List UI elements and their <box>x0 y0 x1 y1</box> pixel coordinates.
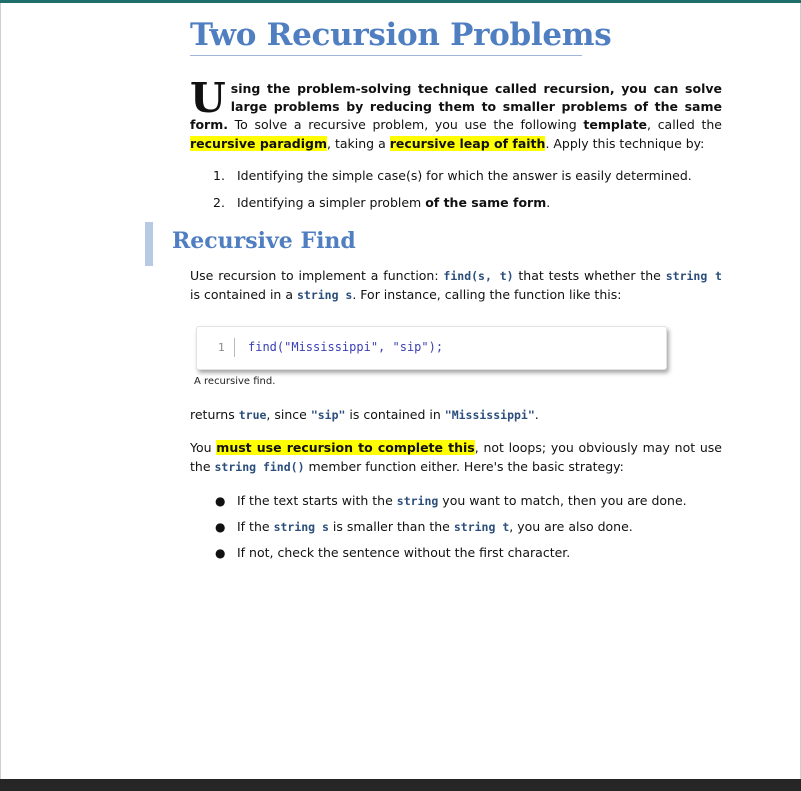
section-heading-bar <box>145 222 153 266</box>
intro-bold-phrase: smaller problems of the same form. <box>190 99 722 133</box>
para-text: Use recursion to implement a function: <box>190 268 444 283</box>
inline-code: find(s, t) <box>443 269 514 283</box>
code-line: find("Mississippi", "sip"); <box>248 340 444 354</box>
intro-lead-text: sing the problem-solving technique called recursion, you can solve large problems by reducing them to <box>230 81 722 115</box>
code-line-number: 1 <box>218 341 225 354</box>
code-gutter-divider <box>234 338 235 357</box>
intro-template-term: template <box>583 117 648 133</box>
list-item <box>190 544 730 570</box>
intro-text-3: , called the <box>647 117 722 133</box>
highlight-must-use-recursion: must use recursion to complete this <box>216 440 475 455</box>
list-number: 1. <box>213 168 225 183</box>
list-item-text: Identifying a simpler problem <box>237 195 426 210</box>
list-item <box>190 167 730 194</box>
page-title: Two Recursion Problems <box>190 17 582 56</box>
bullet-icon: ● <box>215 546 226 560</box>
para-text: is contained in a <box>190 286 297 302</box>
bullet-icon: ● <box>215 494 226 508</box>
list-item-text: Identifying the simple case(s) for which the answer is easily determined. <box>237 168 692 183</box>
list-item-period: . <box>546 195 551 210</box>
list-item-text: If the <box>237 519 274 534</box>
intro-text-4: , taking a <box>327 135 390 151</box>
inline-code: string t <box>665 269 722 283</box>
list-item-bold: of the same form <box>425 195 547 210</box>
intro-paragraph <box>190 74 722 153</box>
intro-text-5: . Apply this technique by: <box>545 135 705 151</box>
inline-code: string <box>396 494 439 508</box>
para-text: is contained in <box>345 407 445 422</box>
code-caption: A recursive find. <box>194 376 276 387</box>
document-page <box>0 3 801 779</box>
list-item-text: you want to match, then you are done. <box>438 493 687 508</box>
inline-code: string s <box>296 287 353 302</box>
para-text: member function either. Here's the basic strategy: <box>304 458 624 474</box>
highlight-leap-of-faith: recursive leap of faith <box>389 135 546 151</box>
para-text: You <box>190 440 217 455</box>
inline-code: string t <box>453 520 510 534</box>
code-block <box>196 326 667 370</box>
para-text: , not loops; you obviously may not use the <box>190 440 722 474</box>
section-paragraph-2 <box>190 406 722 425</box>
inline-code: "sip" <box>310 408 346 422</box>
inline-code: string s <box>273 520 329 534</box>
drop-cap: U <box>190 74 226 122</box>
steps-list <box>190 167 730 221</box>
inline-code: "Mississippi" <box>444 408 535 422</box>
list-item-text: is smaller than the <box>328 519 454 534</box>
section-paragraph-3 <box>190 439 722 476</box>
list-item-text: If not, check the sentence without the first character. <box>237 545 571 560</box>
highlight-recursive-paradigm: recursive paradigm <box>190 135 328 151</box>
list-item <box>190 518 730 544</box>
section-heading: Recursive Find <box>172 228 356 254</box>
section-paragraph-1 <box>190 267 722 304</box>
list-number: 2. <box>213 195 225 210</box>
list-item <box>190 194 730 221</box>
inline-code: true <box>238 408 267 422</box>
para-text: that tests whether the <box>513 268 666 283</box>
para-text: returns <box>190 407 239 422</box>
window-bottom-bar <box>0 779 801 791</box>
inline-code: string find() <box>214 459 305 474</box>
bullet-icon: ● <box>215 520 226 534</box>
list-item <box>190 492 730 518</box>
strategy-list <box>190 492 730 570</box>
para-text: . For instance, calling the function like this: <box>352 286 622 302</box>
list-item-text: If the text starts with the <box>237 493 397 508</box>
para-text: . <box>534 407 539 422</box>
intro-text-2: To solve a recursive problem, you use the following <box>227 117 584 133</box>
list-item-text: , you are also done. <box>509 519 633 534</box>
para-text: , since <box>266 407 311 422</box>
